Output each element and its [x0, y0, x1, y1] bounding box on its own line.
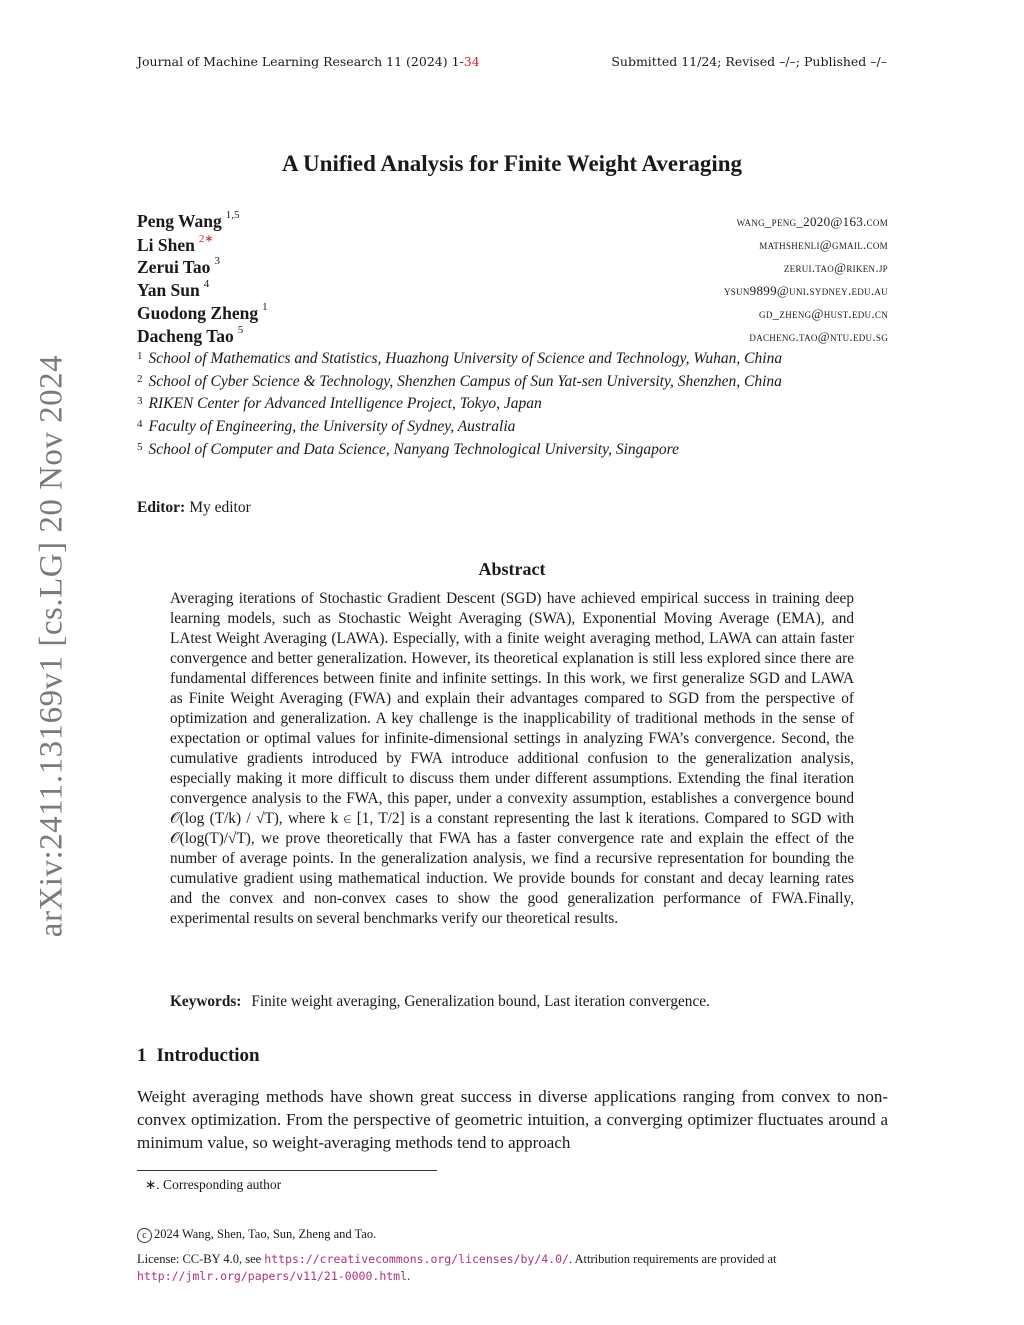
editor-name: My editor [189, 499, 251, 516]
footnote-divider [137, 1170, 437, 1171]
submission-dates: Submitted 11/24; Revised –/–; Published –/– [611, 54, 887, 69]
author-name: Zerui Tao $^3$ [137, 255, 220, 277]
copyright-line [137, 1227, 376, 1243]
author-list [137, 211, 888, 349]
keywords-label: Keywords: [170, 993, 242, 1010]
abstract-heading: Abstract [478, 559, 546, 579]
affiliation-entry: $^3$ RIKEN Center for Advanced Intelligence Project, Tokyo, Japan [137, 395, 542, 413]
author-entry [137, 257, 888, 280]
section-heading [137, 1045, 260, 1067]
author-name: Peng Wang $^{1,5}$ [137, 209, 240, 231]
editor-label: Editor: [137, 499, 186, 516]
keywords-line [170, 993, 870, 1011]
author-name: Yan Sun $^4$ [137, 278, 210, 300]
author-email[interactable]: dacheng.tao@ntu.edu.sg [749, 329, 888, 344]
affiliation-entry: $^2$ School of Cyber Science & Technology, Shenzhen Campus of Sun Yat-sen University, Shenzhen, China [137, 372, 782, 390]
section-title: Introduction [156, 1045, 260, 1066]
author-name: Guodong Zheng $^1$ [137, 301, 268, 323]
author-name: Li Shen $^{2∗}$ [137, 233, 214, 255]
paper-title: A Unified Analysis for Finite Weight Averaging [281, 151, 743, 176]
author-email[interactable]: ysun9899@uni.sydney.edu.au [723, 283, 888, 298]
license-notice: License: CC-BY 4.0, see https://creativecommons.org/licenses/by/4.0/. Attribution requirements are provided at http://jmlr.org/papers/v11/21-0000.html. [137, 1252, 777, 1283]
author-affiliation-marker: 1 [262, 301, 268, 314]
author-name: Dacheng Tao $^5$ [137, 324, 244, 346]
author-entry [137, 211, 888, 234]
section-number: 1 [137, 1045, 147, 1066]
author-entry [137, 234, 888, 257]
author-affiliation-marker: 4 [203, 278, 210, 291]
author-affiliation-marker: 3 [214, 255, 220, 268]
author-email[interactable]: gd_zheng@hust.edu.cn [759, 306, 888, 321]
paper-url-link[interactable]: http://jmlr.org/papers/v11/21-0000.html [137, 1269, 408, 1283]
affiliation-entry: $^1$ School of Mathematics and Statistics, Huazhong University of Science and Technology, Wuhan, China [137, 350, 783, 367]
journal-citation: Journal of Machine Learning Research 11 (2024) 1- [137, 54, 464, 69]
author-affiliation-marker: 5 [237, 324, 244, 337]
affiliation-entry: $^5$ School of Computer and Data Science, Nanyang Technological University, Singapore [137, 440, 680, 458]
journal-header [137, 54, 480, 69]
author-entry [137, 280, 888, 303]
author-affiliation-marker: 1,5 [225, 209, 240, 222]
affiliation-list [137, 350, 897, 463]
footnote-corresponding-author: ∗. Corresponding author [145, 1177, 282, 1192]
author-affiliation-marker[interactable]: 2∗ [198, 233, 214, 245]
copyright-icon: c [137, 1228, 152, 1243]
affiliation-entry: $^4$ Faculty of Engineering, the University of Sydney, Australia [137, 418, 516, 436]
arxiv-identifier-stamp: arXiv:2411.13169v1 [cs.LG] 20 Nov 2024 [33, 354, 70, 938]
license-url-link[interactable]: https://creativecommons.org/licenses/by/4.0/ [264, 1252, 569, 1266]
keywords-text: Finite weight averaging, Generalization bound, Last iteration convergence. [251, 993, 710, 1010]
journal-last-page-link[interactable]: 34 [463, 54, 480, 69]
author-entry [137, 303, 888, 326]
author-entry [137, 326, 888, 349]
editor-line [137, 499, 251, 517]
abstract-text: Averaging iterations of Stochastic Gradient Descent (SGD) have achieved empirical success in training deep learning models, such as Stochastic Weight Averaging (SWA), Exponential Moving Average (EMA), and LAtest Weight Averaging (LAWA). Especially, with a finite weight averaging method, LAWA can attain faster convergence and better generalization. However, its theoretical explanation is still less explored since there are fundamental differences between finite and infinite settings. In this work, we first generalize SGD and LAWA as Finite Weight Averaging (FWA) and explain their advantages compared to SGD from the perspective of optimization and generalization. A key challenge is the inapplicability of traditional methods in the sense of expectation or optimal values for infinite-dimensional settings in analyzing FWA’s convergence. Second, the cumulative gradients introduced by FWA introduce additional confusion to the generalization analysis, especially making it more difficult to discuss them under different assumptions. Extending the final iteration convergence analysis to the FWA, this paper, under a convexity assumption, establishes a convergence bound 𝒪(log (T/k) / √T), where k ∈ [1, T/2] is a constant representing the last k iterations. Compared to SGD with 𝒪(log(T)/√T), we prove theoretically that FWA has a faster convergence rate and explain the effect of the number of average points. In the generalization analysis, we find a recursive representation for bounding the cumulative gradient using mathematical induction. We provide bounds for constant and decay learning rates and the convex and non-convex cases to show the good generalization performance of FWA.Finally, experimental results on several benchmarks verify our theoretical results. [170, 590, 854, 927]
author-email[interactable]: mathshenli@gmail.com [759, 237, 888, 252]
introduction-text: Weight averaging methods have shown great success in diverse applications ranging from convex to non-convex optimization. From the perspective of geometric intuition, a converging optimizer fluctuates around a minimum value, so weight-averaging methods tend to approach [137, 1087, 888, 1152]
author-email[interactable]: zerui.tao@riken.jp [783, 260, 888, 275]
author-email[interactable]: wang_peng_2020@163.com [736, 214, 888, 229]
copyright-text: 2024 Wang, Shen, Tao, Sun, Zheng and Tao. [154, 1227, 377, 1241]
